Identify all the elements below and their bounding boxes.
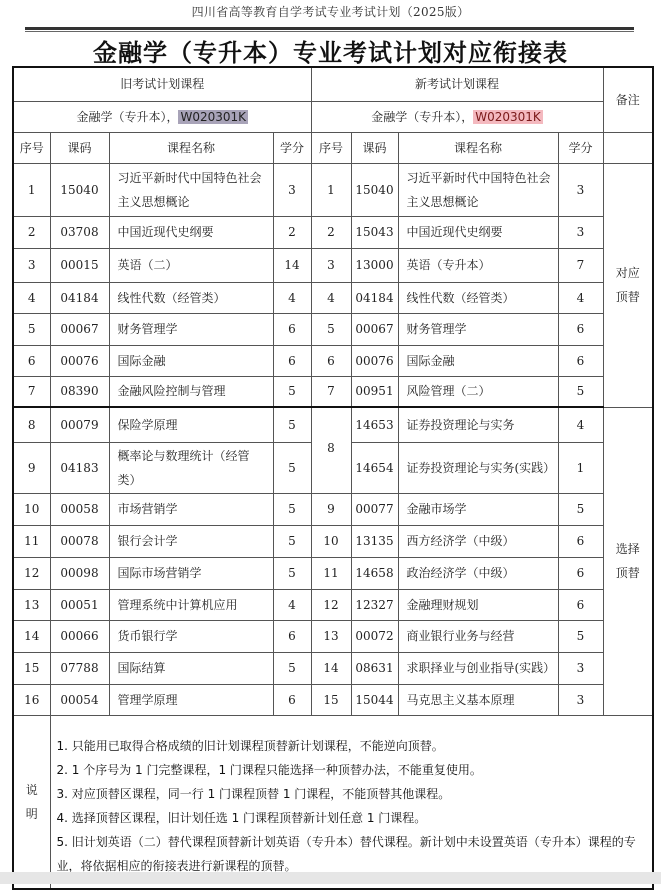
new-no: 14: [311, 652, 351, 684]
note-item: 3. 对应顶替区课程，同一行 1 门课程顶替 1 门课程，不能顶替其他课程。: [56, 786, 451, 801]
new-no: 9: [311, 493, 351, 525]
old-no: 5: [13, 313, 50, 345]
new-credit: 4: [558, 407, 603, 442]
old-name: 中国近现代史纲要: [109, 216, 273, 248]
old-name: 管理系统中计算机应用: [109, 589, 273, 620]
table-row: [13, 652, 653, 684]
new-no: 2: [311, 216, 351, 248]
new-code: 12327: [351, 589, 398, 620]
new-no: 12: [311, 589, 351, 620]
col-header-old-credit: 学分: [273, 132, 311, 163]
notes-content: [50, 715, 653, 889]
old-credit: 4: [273, 282, 311, 313]
table-row: [13, 282, 653, 313]
table-row: [13, 493, 653, 525]
new-plan-header: 新考试计划课程: [311, 67, 603, 101]
old-credit: 6: [273, 684, 311, 715]
old-no: 10: [13, 493, 50, 525]
old-code: 00054: [50, 684, 109, 715]
new-code: 13135: [351, 525, 398, 557]
viewer-bottom-band: [0, 872, 661, 884]
old-no: 9: [13, 442, 50, 493]
old-no: 6: [13, 345, 50, 376]
col-header-new-name: 课程名称: [398, 132, 558, 163]
new-code: 15043: [351, 216, 398, 248]
old-major-name: 金融学（专升本），: [76, 109, 179, 124]
new-name: 国际金融: [398, 345, 558, 376]
new-name: 西方经济学（中级）: [398, 525, 558, 557]
old-credit: 6: [273, 620, 311, 652]
course-mapping-table: [12, 66, 654, 890]
new-no: 5: [311, 313, 351, 345]
old-code: 04183: [50, 442, 109, 493]
old-no: 2: [13, 216, 50, 248]
old-credit: 2: [273, 216, 311, 248]
old-code: 03708: [50, 216, 109, 248]
notes-row: [13, 715, 653, 889]
header-rule: [25, 27, 634, 30]
old-code: 00067: [50, 313, 109, 345]
new-major-code: W020301K: [475, 109, 541, 124]
new-name: 政治经济学（中级）: [398, 557, 558, 589]
old-plan-header: 旧考试计划课程: [13, 67, 311, 101]
table-row: [13, 525, 653, 557]
old-name: 市场营销学: [109, 493, 273, 525]
new-credit: 5: [558, 376, 603, 407]
old-no: 11: [13, 525, 50, 557]
old-credit: 5: [273, 652, 311, 684]
old-name: 概率论与数理统计（经管类）: [109, 442, 273, 493]
old-name: 习近平新时代中国特色社会主义思想概论: [109, 163, 273, 216]
old-credit: 5: [273, 376, 311, 407]
note-item: 5. 旧计划英语（二）替代课程顶替新计划英语（专升本）替代课程。新计划中未设置英语（专升本）课程的专业，将依据相应的衔接表进行新课程的顶替。: [56, 834, 636, 873]
old-no: 12: [13, 557, 50, 589]
old-no: 14: [13, 620, 50, 652]
old-no: 4: [13, 282, 50, 313]
new-credit: 3: [558, 163, 603, 216]
note-item: 2. 1 个序号为 1 门完整课程，1 门课程只能选择一种顶替办法，不能重复使用。: [56, 762, 482, 777]
new-name: 线性代数（经管类）: [398, 282, 558, 313]
old-name: 银行会计学: [109, 525, 273, 557]
remark-header: 备注: [603, 67, 653, 132]
new-no: 3: [311, 248, 351, 282]
old-no: 13: [13, 589, 50, 620]
table-row: [13, 248, 653, 282]
old-credit: 5: [273, 407, 311, 442]
old-name: 管理学原理: [109, 684, 273, 715]
document-caption: 四川省高等教育自学考试专业考试计划（2025版）: [191, 5, 470, 19]
new-major-name: 金融学（专升本），: [371, 109, 474, 124]
remark-direct-substitution: [603, 163, 653, 407]
new-code: 04184: [351, 282, 398, 313]
new-no: 7: [311, 376, 351, 407]
old-code: 15040: [50, 163, 109, 216]
new-credit: 3: [558, 652, 603, 684]
new-no: 8: [311, 407, 351, 493]
old-code: 00079: [50, 407, 109, 442]
old-name: 货币银行学: [109, 620, 273, 652]
new-no: 13: [311, 620, 351, 652]
new-credit: 6: [558, 313, 603, 345]
old-no: 1: [13, 163, 50, 216]
table-row: [13, 313, 653, 345]
old-code: 00066: [50, 620, 109, 652]
old-credit: 14: [273, 248, 311, 282]
old-code: 00015: [50, 248, 109, 282]
notes-label: [13, 715, 50, 889]
new-code: 14658: [351, 557, 398, 589]
table-row: [13, 345, 653, 376]
col-header-new-no: 序号: [311, 132, 351, 163]
old-code: 00051: [50, 589, 109, 620]
new-code: 14653: [351, 407, 398, 442]
old-credit: 3: [273, 163, 311, 216]
new-credit: 7: [558, 248, 603, 282]
notes-label-line2: 明: [25, 806, 38, 821]
old-name: 国际市场营销学: [109, 557, 273, 589]
new-code: 00951: [351, 376, 398, 407]
new-credit: 3: [558, 216, 603, 248]
new-name: 求职择业与创业指导(实践）: [398, 652, 558, 684]
remark-text: 选择顶替: [615, 542, 640, 580]
page-title: 金融学（专升本）专业考试计划对应衔接表: [93, 39, 568, 67]
old-credit: 5: [273, 525, 311, 557]
new-name: 证券投资理论与实务: [398, 407, 558, 442]
new-credit: 6: [558, 525, 603, 557]
old-credit: 4: [273, 589, 311, 620]
col-header-old-code: 课码: [50, 132, 109, 163]
old-major-cell: [13, 101, 311, 132]
new-code: 00076: [351, 345, 398, 376]
new-credit: 6: [558, 557, 603, 589]
old-name: 财务管理学: [109, 313, 273, 345]
new-code: 00067: [351, 313, 398, 345]
note-item: 1. 只能用已取得合格成绩的旧计划课程顶替新计划课程，不能逆向顶替。: [56, 738, 444, 753]
col-header-remark-empty: [603, 132, 653, 163]
new-name: 金融理财规划: [398, 589, 558, 620]
old-credit: 6: [273, 313, 311, 345]
new-code: 15044: [351, 684, 398, 715]
old-name: 保险学原理: [109, 407, 273, 442]
new-credit: 1: [558, 442, 603, 493]
header-rule-thin: [25, 31, 634, 32]
new-no: 4: [311, 282, 351, 313]
new-credit: 5: [558, 620, 603, 652]
table-row: [13, 407, 653, 442]
old-code: 08390: [50, 376, 109, 407]
new-name: 中国近现代史纲要: [398, 216, 558, 248]
new-no: 1: [311, 163, 351, 216]
new-credit: 4: [558, 282, 603, 313]
table-row: [13, 684, 653, 715]
table-row: [13, 620, 653, 652]
new-no: 6: [311, 345, 351, 376]
old-credit: 5: [273, 493, 311, 525]
new-name: 英语（专升本）: [398, 248, 558, 282]
new-credit: 5: [558, 493, 603, 525]
old-name: 线性代数（经管类）: [109, 282, 273, 313]
col-header-new-credit: 学分: [558, 132, 603, 163]
new-code: 08631: [351, 652, 398, 684]
new-code: 00077: [351, 493, 398, 525]
new-code: 13000: [351, 248, 398, 282]
new-credit: 3: [558, 684, 603, 715]
new-name: 习近平新时代中国特色社会主义思想概论: [398, 163, 558, 216]
new-code: 15040: [351, 163, 398, 216]
old-name: 金融风险控制与管理: [109, 376, 273, 407]
remark-text: 对应顶替: [615, 266, 640, 304]
note-item: 4. 选择顶替区课程，旧计划任选 1 门课程顶替新计划任意 1 门课程。: [56, 810, 427, 825]
col-header-old-name: 课程名称: [109, 132, 273, 163]
new-name: 马克思主义基本原理: [398, 684, 558, 715]
old-code: 00076: [50, 345, 109, 376]
new-major-cell: [311, 101, 603, 132]
new-name: 证券投资理论与实务(实践）: [398, 442, 558, 493]
old-credit: 6: [273, 345, 311, 376]
table-row: [13, 376, 653, 407]
remark-optional-substitution: [603, 407, 653, 715]
new-code: 14654: [351, 442, 398, 493]
old-name: 国际结算: [109, 652, 273, 684]
old-credit: 5: [273, 557, 311, 589]
table-row: [13, 163, 653, 216]
old-code: 00058: [50, 493, 109, 525]
notes-label-line1: 说: [25, 782, 38, 797]
new-no: 11: [311, 557, 351, 589]
new-name: 风险管理（二）: [398, 376, 558, 407]
table-row: [13, 216, 653, 248]
col-header-old-no: 序号: [13, 132, 50, 163]
old-code: 00078: [50, 525, 109, 557]
table-row: [13, 557, 653, 589]
old-no: 16: [13, 684, 50, 715]
old-code: 04184: [50, 282, 109, 313]
old-major-code: W020301K: [180, 109, 247, 124]
table-row: [13, 589, 653, 620]
old-name: 英语（二）: [109, 248, 273, 282]
new-no: 10: [311, 525, 351, 557]
new-credit: 6: [558, 345, 603, 376]
col-header-new-code: 课码: [351, 132, 398, 163]
new-name: 财务管理学: [398, 313, 558, 345]
old-code: 00098: [50, 557, 109, 589]
new-credit: 6: [558, 589, 603, 620]
old-code: 07788: [50, 652, 109, 684]
old-no: 3: [13, 248, 50, 282]
new-name: 金融市场学: [398, 493, 558, 525]
new-code: 00072: [351, 620, 398, 652]
old-name: 国际金融: [109, 345, 273, 376]
old-no: 7: [13, 376, 50, 407]
new-name: 商业银行业务与经营: [398, 620, 558, 652]
new-no: 15: [311, 684, 351, 715]
old-no: 8: [13, 407, 50, 442]
old-credit: 5: [273, 442, 311, 493]
old-no: 15: [13, 652, 50, 684]
